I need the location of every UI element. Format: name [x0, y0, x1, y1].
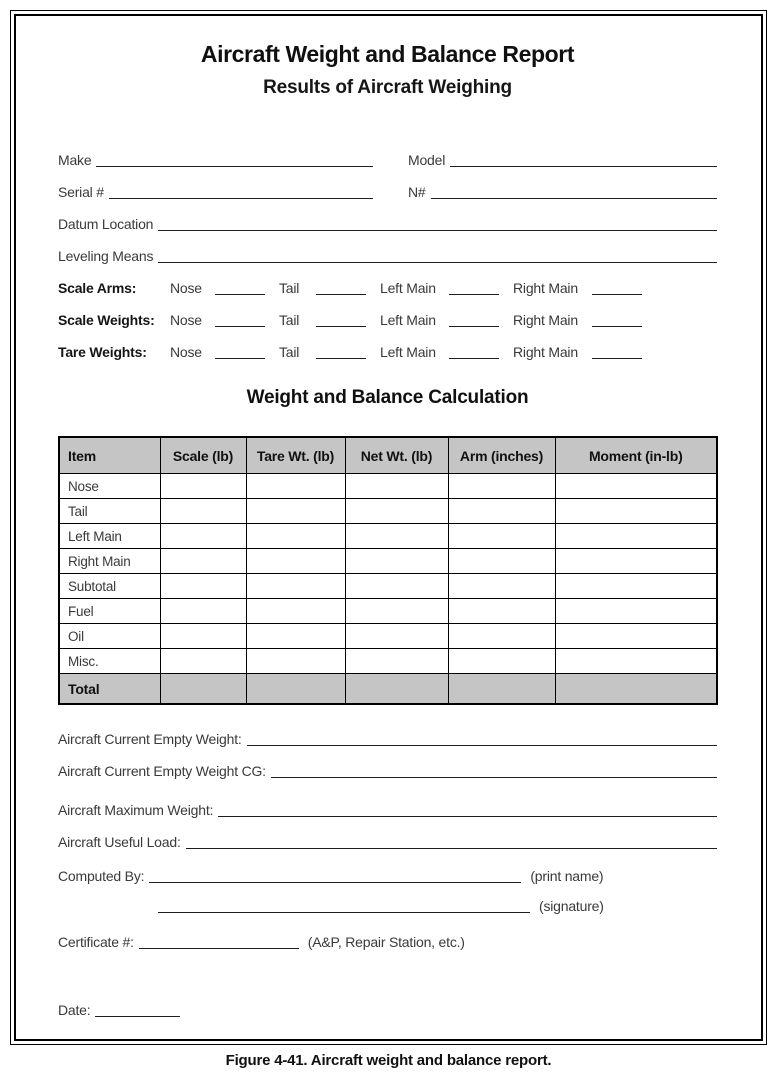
model-line	[450, 166, 717, 167]
calc-cell	[448, 599, 555, 624]
calc-cell	[555, 624, 717, 649]
calc-row-nose	[59, 474, 717, 499]
leveling-line	[158, 262, 717, 263]
model-field	[408, 152, 717, 168]
empty-weight-field	[58, 731, 717, 747]
calc-cell	[160, 624, 246, 649]
calc-cell	[345, 549, 448, 574]
calc-cell	[555, 674, 717, 705]
certificate-note: (A&P, Repair Station, etc.)	[307, 934, 465, 950]
scale-arms-row	[58, 264, 717, 296]
empty-weight-cg-label: Aircraft Current Empty Weight CG:	[58, 763, 266, 779]
calc-row-oil	[59, 624, 717, 649]
calc-cell	[555, 524, 717, 549]
datum-field	[58, 216, 717, 232]
leveling-label: Leveling Means	[58, 248, 154, 264]
calc-table	[58, 436, 718, 705]
scale-weights-row	[58, 296, 717, 328]
make-label: Make	[58, 152, 92, 168]
max-weight-label: Aircraft Maximum Weight:	[58, 802, 214, 818]
calc-cell	[555, 574, 717, 599]
serial-n-row	[58, 168, 717, 200]
serial-label: Serial #	[58, 184, 104, 200]
computed-by-row	[58, 852, 717, 884]
scale-weights-tail-label: Tail	[279, 312, 300, 328]
calc-cell	[448, 474, 555, 499]
signature-note: (signature)	[539, 898, 604, 914]
scale-arms-left-main-label: Left Main	[380, 280, 436, 296]
calc-row-left-main	[59, 524, 717, 549]
scale-arms-tail-label: Tail	[279, 280, 300, 296]
calc-cell	[246, 524, 345, 549]
calc-cell	[345, 649, 448, 674]
calc-cell	[448, 624, 555, 649]
make-line	[96, 166, 373, 167]
calc-row-tail	[59, 499, 717, 524]
calc-cell	[345, 474, 448, 499]
scale-arms-label: Scale Arms:	[58, 280, 137, 296]
datum-row	[58, 200, 717, 232]
scale-weights-right-main-label: Right Main	[513, 312, 578, 328]
tare-weights-row	[58, 328, 717, 360]
signature-line	[158, 912, 530, 913]
useful-load-field	[58, 834, 717, 850]
tare-weights-left-main-label: Left Main	[380, 344, 436, 360]
scale-arms-right-main-label: Right Main	[513, 280, 578, 296]
empty-weight-row	[58, 715, 717, 747]
datum-line	[158, 230, 717, 231]
calc-cell	[555, 499, 717, 524]
calc-cell	[555, 599, 717, 624]
datum-label: Datum Location	[58, 216, 154, 232]
calc-cell	[160, 649, 246, 674]
row-label-misc: Misc.	[59, 649, 160, 674]
col-header-scale: Scale (lb)	[160, 437, 246, 474]
row-label-right-main: Right Main	[59, 549, 160, 574]
calc-cell	[448, 574, 555, 599]
calc-cell	[246, 549, 345, 574]
row-label-oil: Oil	[59, 624, 160, 649]
calc-cell	[160, 599, 246, 624]
max-weight-row	[58, 786, 717, 818]
useful-load-label: Aircraft Useful Load:	[58, 834, 181, 850]
computed-by-line	[149, 882, 521, 883]
calc-cell	[246, 474, 345, 499]
useful-load-line	[186, 848, 717, 849]
calc-section-title: Weight and Balance Calculation	[246, 387, 529, 408]
calc-cell	[246, 499, 345, 524]
form-subtitle: Results of Aircraft Weighing	[263, 77, 512, 98]
empty-weight-cg-field	[58, 763, 717, 779]
calc-cell	[160, 499, 246, 524]
col-header-net: Net Wt. (lb)	[345, 437, 448, 474]
model-label: Model	[408, 152, 446, 168]
calc-row-right-main	[59, 549, 717, 574]
n-number-label: N#	[408, 184, 426, 200]
calc-cell	[555, 474, 717, 499]
empty-weight-cg-row	[58, 747, 717, 779]
tare-weights-label: Tare Weights:	[58, 344, 147, 360]
calc-cell	[246, 624, 345, 649]
form-content	[58, 14, 717, 1041]
figure-caption: Figure 4-41. Aircraft weight and balance report.	[225, 1052, 552, 1069]
tare-weights-left-main-line	[449, 358, 499, 359]
calc-row-subtotal	[59, 574, 717, 599]
calc-cell	[345, 674, 448, 705]
calc-cell	[160, 524, 246, 549]
certificate-line	[139, 948, 299, 949]
col-header-item: Item	[59, 437, 160, 474]
scale-arms-right-main-line	[592, 294, 642, 295]
scale-weights-nose-line	[215, 326, 265, 327]
calc-cell	[246, 599, 345, 624]
calc-cell	[448, 499, 555, 524]
calc-cell	[345, 524, 448, 549]
calc-cell	[555, 649, 717, 674]
tare-weights-nose-line	[215, 358, 265, 359]
serial-line	[109, 198, 373, 199]
scale-weights-nose-label: Nose	[170, 312, 202, 328]
signature-row	[58, 884, 717, 914]
scale-weights-left-main-label: Left Main	[380, 312, 436, 328]
date-row	[58, 986, 717, 1018]
col-header-arm: Arm (inches)	[448, 437, 555, 474]
certificate-label: Certificate #:	[58, 934, 134, 950]
row-label-tail: Tail	[59, 499, 160, 524]
row-label-left-main: Left Main	[59, 524, 160, 549]
scale-weights-tail-line	[316, 326, 366, 327]
calc-cell	[160, 674, 246, 705]
date-label: Date:	[58, 1002, 91, 1018]
serial-field	[58, 184, 373, 200]
tare-weights-tail-label: Tail	[279, 344, 300, 360]
leveling-row	[58, 232, 717, 264]
calc-cell	[246, 674, 345, 705]
n-number-field	[408, 184, 717, 200]
calc-cell	[160, 549, 246, 574]
tare-weights-tail-line	[316, 358, 366, 359]
calc-row-fuel	[59, 599, 717, 624]
row-label-nose: Nose	[59, 474, 160, 499]
empty-weight-label: Aircraft Current Empty Weight:	[58, 731, 242, 747]
computed-by-label: Computed By:	[58, 868, 145, 884]
scale-arms-nose-line	[215, 294, 265, 295]
calc-cell	[555, 549, 717, 574]
leveling-field	[58, 248, 717, 264]
row-label-total: Total	[59, 674, 160, 705]
calc-row-total	[59, 674, 717, 705]
empty-weight-line	[247, 745, 717, 746]
calc-cell	[345, 499, 448, 524]
calc-cell	[345, 574, 448, 599]
row-label-subtotal: Subtotal	[59, 574, 160, 599]
col-header-tare: Tare Wt. (lb)	[246, 437, 345, 474]
calc-cell	[448, 524, 555, 549]
useful-load-row	[58, 818, 717, 850]
date-line	[95, 1016, 180, 1017]
form-title: Aircraft Weight and Balance Report	[200, 41, 575, 67]
empty-weight-cg-line	[271, 777, 717, 778]
make-model-row	[58, 136, 717, 168]
scale-weights-label: Scale Weights:	[58, 312, 155, 328]
calc-cell	[345, 624, 448, 649]
max-weight-line	[218, 816, 717, 817]
scale-weights-right-main-line	[592, 326, 642, 327]
print-name-note: (print name)	[530, 868, 604, 884]
calc-header-row	[59, 437, 717, 474]
calc-cell	[448, 549, 555, 574]
calc-cell	[160, 474, 246, 499]
scale-weights-left-main-line	[449, 326, 499, 327]
calc-cell	[448, 674, 555, 705]
tare-weights-right-main-line	[592, 358, 642, 359]
calc-cell	[246, 574, 345, 599]
calc-cell	[448, 649, 555, 674]
tare-weights-nose-label: Nose	[170, 344, 202, 360]
scale-arms-nose-label: Nose	[170, 280, 202, 296]
max-weight-field	[58, 802, 717, 818]
make-field	[58, 152, 373, 168]
row-label-fuel: Fuel	[59, 599, 160, 624]
tare-weights-right-main-label: Right Main	[513, 344, 578, 360]
certificate-row	[58, 918, 717, 950]
calc-cell	[160, 574, 246, 599]
n-number-line	[431, 198, 718, 199]
calc-row-misc	[59, 649, 717, 674]
scale-arms-left-main-line	[449, 294, 499, 295]
col-header-moment: Moment (in-lb)	[555, 437, 717, 474]
calc-cell	[345, 599, 448, 624]
calc-cell	[246, 649, 345, 674]
scale-arms-tail-line	[316, 294, 366, 295]
